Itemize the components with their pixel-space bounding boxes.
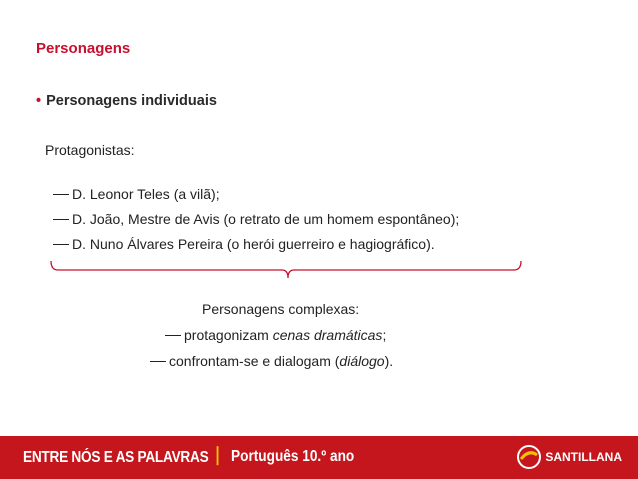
- list-item: [53, 207, 459, 232]
- list-item: [150, 322, 393, 348]
- emphasis-text: diálogo: [339, 353, 385, 369]
- footer-brand: ENTRE NÓS E AS PALAVRAS: [23, 448, 209, 466]
- footer-subject-text: Português 10.º ano: [231, 448, 355, 465]
- protagonists-list: [53, 182, 459, 257]
- emphasis-text: cenas dramáticas: [272, 327, 383, 343]
- list-item: [150, 348, 393, 374]
- slide-title: Personagens: [36, 40, 131, 57]
- footer-bar: [0, 436, 638, 479]
- curly-brace-icon: [48, 258, 524, 282]
- protagonist-nuno: D. Nuno Álvares Pereira (o herói guerreiro e hagiográfico).: [72, 236, 435, 252]
- protagonist-joao: D. João, Mestre de Avis (o retrato de um homem espontâneo);: [72, 211, 460, 227]
- dash-icon: [53, 194, 69, 195]
- dash-icon: [53, 219, 69, 220]
- row-text: ).: [384, 353, 394, 369]
- santillana-logo-icon: [516, 444, 542, 470]
- bullet-marker: •: [36, 93, 42, 109]
- footer-subject: [217, 447, 354, 466]
- section-heading: [36, 93, 217, 109]
- publisher-logo: [516, 444, 622, 470]
- row-text: ;: [382, 327, 387, 343]
- dash-icon: [165, 335, 181, 336]
- protagonists-label: Protagonistas:: [45, 142, 135, 158]
- list-item: [53, 182, 459, 207]
- dash-icon: [150, 361, 166, 362]
- section-heading-text: Personagens individuais: [46, 93, 217, 109]
- row-text: confrontam-se e dialogam (: [169, 353, 340, 369]
- row-text: protagonizam: [184, 327, 273, 343]
- complex-title: Personagens complexas:: [202, 301, 360, 317]
- protagonist-leonor: D. Leonor Teles (a vilã);: [72, 186, 220, 202]
- list-item: [53, 232, 459, 257]
- publisher-name: SANTILLANA: [545, 450, 622, 464]
- dash-icon: [53, 244, 69, 245]
- complex-characters-block: [150, 296, 393, 374]
- separator-icon: ▏: [217, 448, 228, 465]
